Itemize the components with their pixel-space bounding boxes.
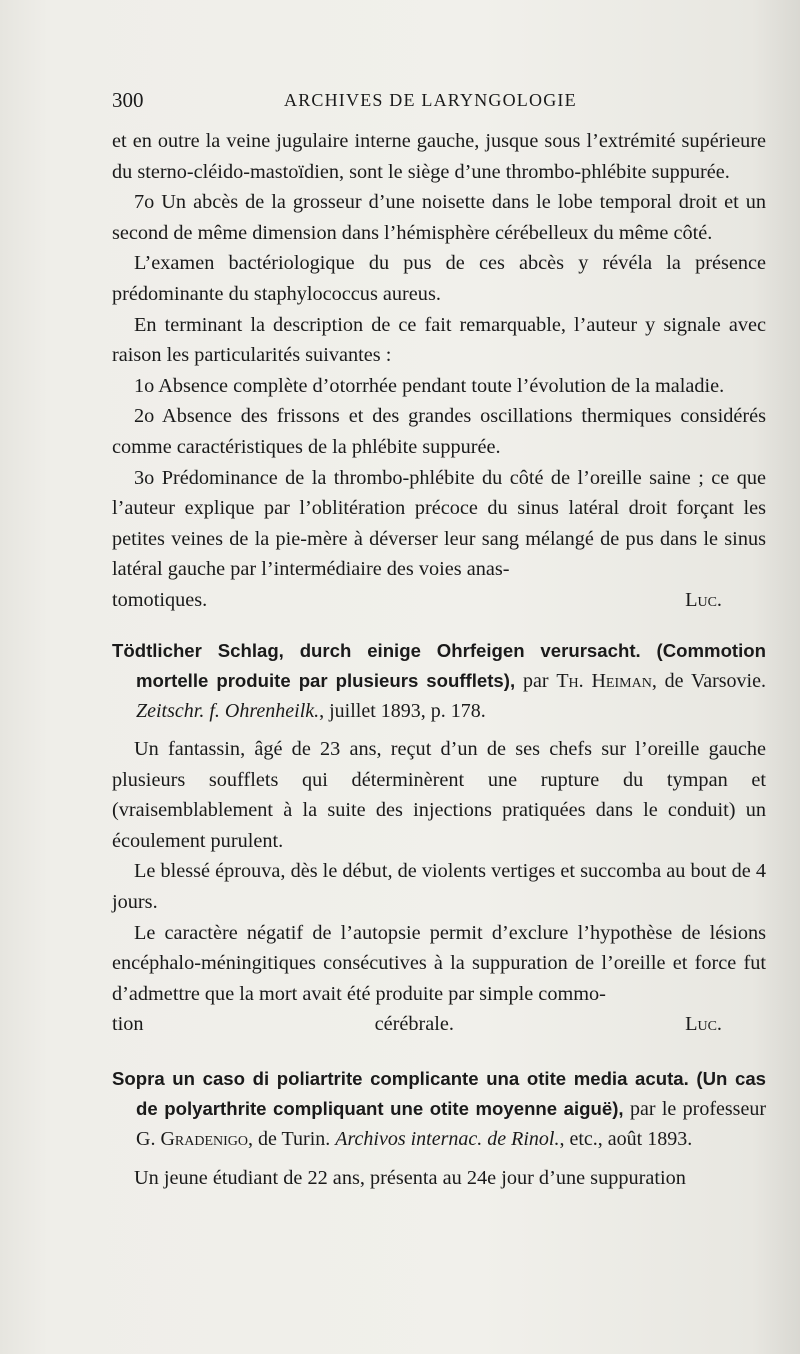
review-author: Th. Heiman bbox=[556, 669, 652, 692]
review-by: par bbox=[515, 669, 557, 692]
paragraph: et en outre la veine jugulaire interne gauche, jusque sous l’extrémité supérieure du sterno-cléido-mastoïdien, sont le siège d’une thrombo-phlébite suppurée. bbox=[112, 130, 766, 183]
closing-line bbox=[112, 585, 766, 616]
review-author: G. Gradenigo bbox=[136, 1128, 248, 1151]
review-citation: , etc., août 1893. bbox=[559, 1128, 693, 1151]
paragraph: 7o Un abcès de la grosseur d’une noisette dans le lobe temporal droit et un second de même dimension dans l’hémisphère cérébelleux du même côté. bbox=[112, 191, 766, 244]
review-heading bbox=[112, 1064, 766, 1155]
review-place: , de Varsovie. bbox=[651, 669, 766, 692]
paragraph: 2o Absence des frissons et des grandes oscillations thermiques considérés comme caractéristiques de la phlébite suppurée. bbox=[112, 405, 766, 458]
review-by: par le professeur bbox=[623, 1098, 766, 1121]
paragraph-tail: tion cérébrale. bbox=[112, 1013, 454, 1036]
review-journal: Zeitschr. f. Ohrenheilk. bbox=[136, 699, 320, 722]
running-title: ARCHIVES DE LARYNGOLOGIE bbox=[284, 90, 577, 110]
review-title: Sopra un caso di poliartrite complicante una otite media acuta. (Un cas de polyarthrite compliquant une otite moyenne aiguë), bbox=[112, 1068, 766, 1120]
page-body bbox=[112, 126, 766, 1193]
review-heading bbox=[112, 636, 766, 727]
page-number: 300 bbox=[112, 88, 144, 112]
author-signature: Luc. bbox=[685, 1013, 722, 1036]
review-place: , de Turin. bbox=[248, 1128, 336, 1151]
closing-line bbox=[112, 1009, 766, 1040]
paragraph: En terminant la description de ce fait remarquable, l’auteur y signale avec raison les particularités suivantes : bbox=[112, 313, 766, 367]
paragraph: 3o Prédominance de la thrombo-phlébite du côté de l’oreille saine ; ce que l’auteur explique par l’oblitération précoce du sinus latéral droit forçant les petites veines de la pie-mère à déverser leur sang mélangé de pus dans le sinus latéral gauche par l’intermédiaire des voies anas- bbox=[112, 466, 766, 581]
author-signature: Luc. bbox=[685, 588, 722, 611]
paragraph: Le blessé éprouva, dès le début, de violents vertiges et succomba au bout de 4 jours. bbox=[112, 860, 766, 914]
paragraph: 1o Absence complète d’otorrhée pendant toute l’évolution de la maladie. bbox=[134, 374, 725, 397]
paragraph: Un jeune étudiant de 22 ans, présenta au 24e jour d’une suppuration bbox=[134, 1166, 686, 1189]
review-citation: , juillet 1893, p. 178. bbox=[319, 699, 486, 722]
paragraph-tail: tomotiques. bbox=[112, 588, 208, 611]
review-title: Tödtlicher Schlag, durch einige Ohrfeigen verursacht. (Commotion mortelle produite par plusieurs soufflets), bbox=[112, 639, 766, 691]
paragraph: Le caractère négatif de l’autopsie permit d’exclure l’hypothèse de lésions encéphalo-méningitiques consécutives à la suppuration de l’oreille et force fut d’admettre que la mort avait été produite par simple commo- bbox=[112, 921, 766, 1005]
paragraph: L’examen bactériologique du pus de ces abcès y révéla la présence prédominante du staphylococcus aureus. bbox=[112, 252, 766, 305]
paragraph: Un fantassin, âgé de 23 ans, reçut d’un de ses chefs sur l’oreille gauche plusieurs soufflets qui déterminèrent une rupture du tympan et (vraisemblablement à la suite des injections pratiquées dans le conduit) un écoulement purulent. bbox=[112, 738, 766, 852]
review-journal: Archivos internac. de Rinol. bbox=[335, 1128, 560, 1151]
page-header bbox=[112, 88, 760, 118]
